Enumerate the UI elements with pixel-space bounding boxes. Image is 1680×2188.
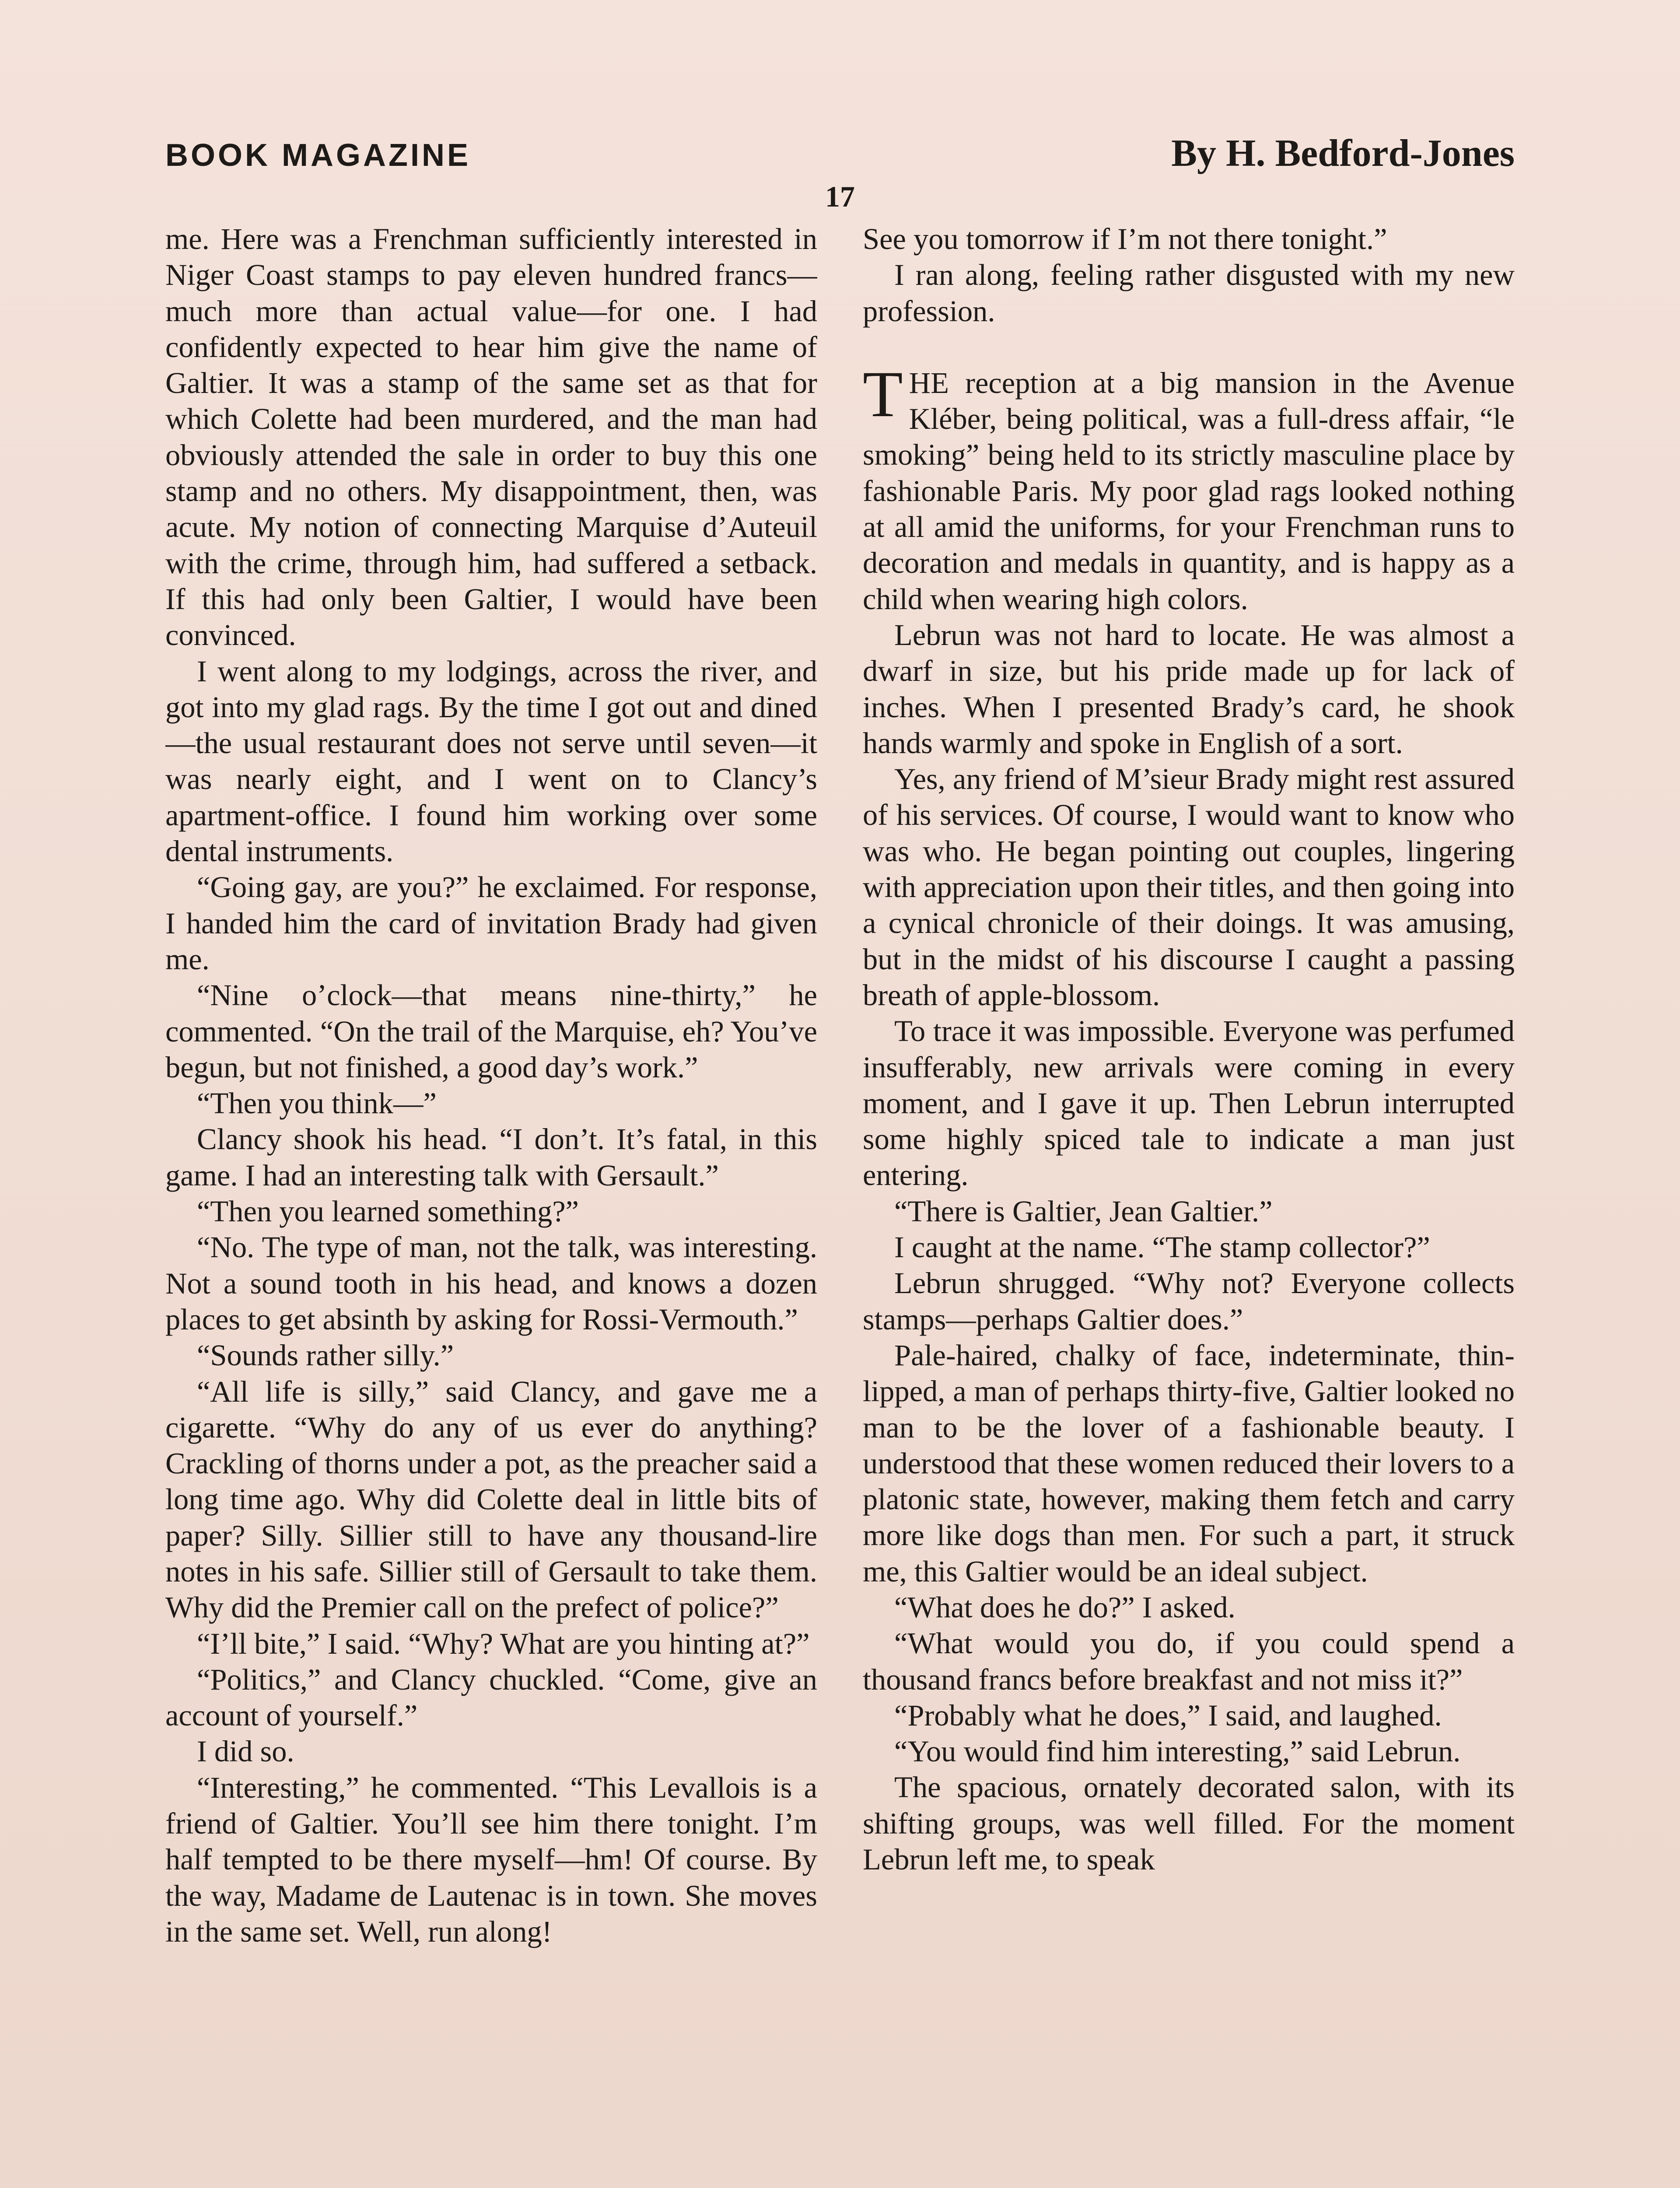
paragraph: I caught at the name. “The stamp collector?” — [894, 1231, 1430, 1264]
paragraph: “You would find him interesting,” said Lebrun. — [894, 1735, 1461, 1768]
paragraph: Clancy shook his head. “I don’t. It’s fatal, in this game. I had an interesting talk with Gersault.” — [165, 1122, 817, 1192]
right-column — [863, 221, 1515, 2188]
magazine-title: BOOK MAGAZINE — [165, 138, 471, 173]
paragraph: “I’ll bite,” I said. “Why? What are you hinting at?” — [197, 1627, 810, 1660]
paragraph: I went along to my lodgings, across the river, and got into my glad rags. By the time I got out and dined—the usual restaurant does not serve until seven—it was nearly eight, and I went on to Clancy’s apartment-office. I found him working over some dental instruments. — [165, 654, 817, 868]
paragraph: Pale-haired, chalky of face, indeterminate, thin-lipped, a man of perhaps thirty-five, Galtier looked no man to be the lover of a fashionable beauty. I understood that these women reduced their lovers to a platonic state, however, making them fetch and carry more like dogs than men. For such a part, it struck me, this Galtier would be an ideal subject. — [863, 1338, 1515, 1588]
paragraph: “No. The type of man, not the talk, was interesting. Not a sound tooth in his head, and knows a dozen places to get absinth by asking for Rossi-Vermouth.” — [165, 1231, 817, 1336]
paragraph: “All life is silly,” said Clancy, and gave me a cigarette. “Why do any of us ever do anything? Crackling of thorns under a pot, as the preacher said a long time ago. Why did Colette deal in little bits of paper? Silly. Sillier still to have any thousand-lire notes in his safe. Sillier still of Gersault to take them. Why did the Premier call on the prefect of police?” — [165, 1375, 817, 1624]
paragraph: I did so. — [197, 1735, 294, 1768]
section-opening-text: HE reception at a big mansion in the Avenue Kléber, being political, was a full-dress affair, “le smoking” being held to its strictly masculine place by fashionable Paris. My poor glad rags looked nothing at all amid the uniforms, for your Frenchman runs to decoration and medals in quantity, and is happy as a child when wearing high colors. — [863, 366, 1515, 616]
paragraph: Lebrun shrugged. “Why not? Everyone collects stamps—perhaps Galtier does.” — [863, 1266, 1515, 1336]
author-byline: By H. Bedford-Jones — [1171, 132, 1515, 175]
paragraph: “Going gay, are you?” he exclaimed. For response, I handed him the card of invitation Brady had given me. — [165, 870, 817, 976]
left-column — [165, 221, 817, 2188]
page-number: 17 — [825, 180, 855, 213]
running-header — [165, 131, 1515, 179]
paragraph: “Then you think—” — [197, 1087, 437, 1120]
paragraph: “What would you do, if you could spend a thousand francs before breakfast and not miss it?” — [863, 1627, 1515, 1696]
paragraph: “Then you learned something?” — [197, 1195, 579, 1228]
paragraph: “There is Galtier, Jean Galtier.” — [894, 1194, 1273, 1228]
paragraph: To trace it was impossible. Everyone was perfumed insufferably, new arrivals were coming in every moment, and I gave it up. Then Lebrun interrupted some highly spiced tale to indicate a man just entering. — [863, 1014, 1515, 1192]
paragraph: The spacious, ornately decorated salon, with its shifting groups, was well filled. For the moment Lebrun left me, to speak — [863, 1771, 1515, 1876]
paragraph: “Sounds rather silly.” — [197, 1339, 454, 1372]
paragraph: “Nine o’clock—that means nine-thirty,” he commented. “On the trail of the Marquise, eh? You’ve begun, but not finished, a good day’s work.” — [165, 978, 817, 1084]
paragraph: “Interesting,” he commented. “This Levallois is a friend of Galtier. You’ll see him there tonight. I’m half tempted to be there myself—hm! Of course. By the way, Madame de Lautenac is in town. She moves in the same set. Well, run along! — [165, 1771, 817, 1948]
paragraph: Yes, any friend of M’sieur Brady might rest assured of his services. Of course, I would want to know who was who. He began pointing out couples, lingering with appreciation upon their titles, and then going into a cynical chronicle of their doings. It was amusing, but in the midst of his discourse I caught a passing breath of apple-blossom. — [863, 762, 1515, 1012]
paragraph: “Politics,” and Clancy chuckled. “Come, give an account of yourself.” — [165, 1662, 817, 1732]
section-opening-paragraph — [863, 358, 1515, 617]
drop-cap: T — [863, 358, 903, 431]
paragraph: See you tomorrow if I’m not there tonight.” — [863, 222, 1387, 256]
paragraph: “What does he do?” I asked. — [894, 1590, 1236, 1624]
paragraph: me. Here was a Frenchman sufficiently interested in Niger Coast stamps to pay eleven hundred francs—much more than actual value—for one. I had confidently expected to hear him give the name of Galtier. It was a stamp of the same set as that for which Colette had been murdered, and the man had obviously attended the sale in order to buy this one stamp and no others. My disappointment, then, was acute. My notion of connecting Marquise d’Auteuil with the crime, through him, had suffered a setback. If this had only been Galtier, I would have been convinced. — [165, 222, 817, 652]
paragraph: I ran along, feeling rather disgusted with my new profession. — [863, 258, 1515, 328]
paragraph: “Probably what he does,” I said, and laughed. — [894, 1698, 1442, 1732]
paragraph: Lebrun was not hard to locate. He was almost a dwarf in size, but his pride made up for lack of inches. When I presented Brady’s card, he shook hands warmly and spoke in English of a sort. — [863, 618, 1515, 760]
